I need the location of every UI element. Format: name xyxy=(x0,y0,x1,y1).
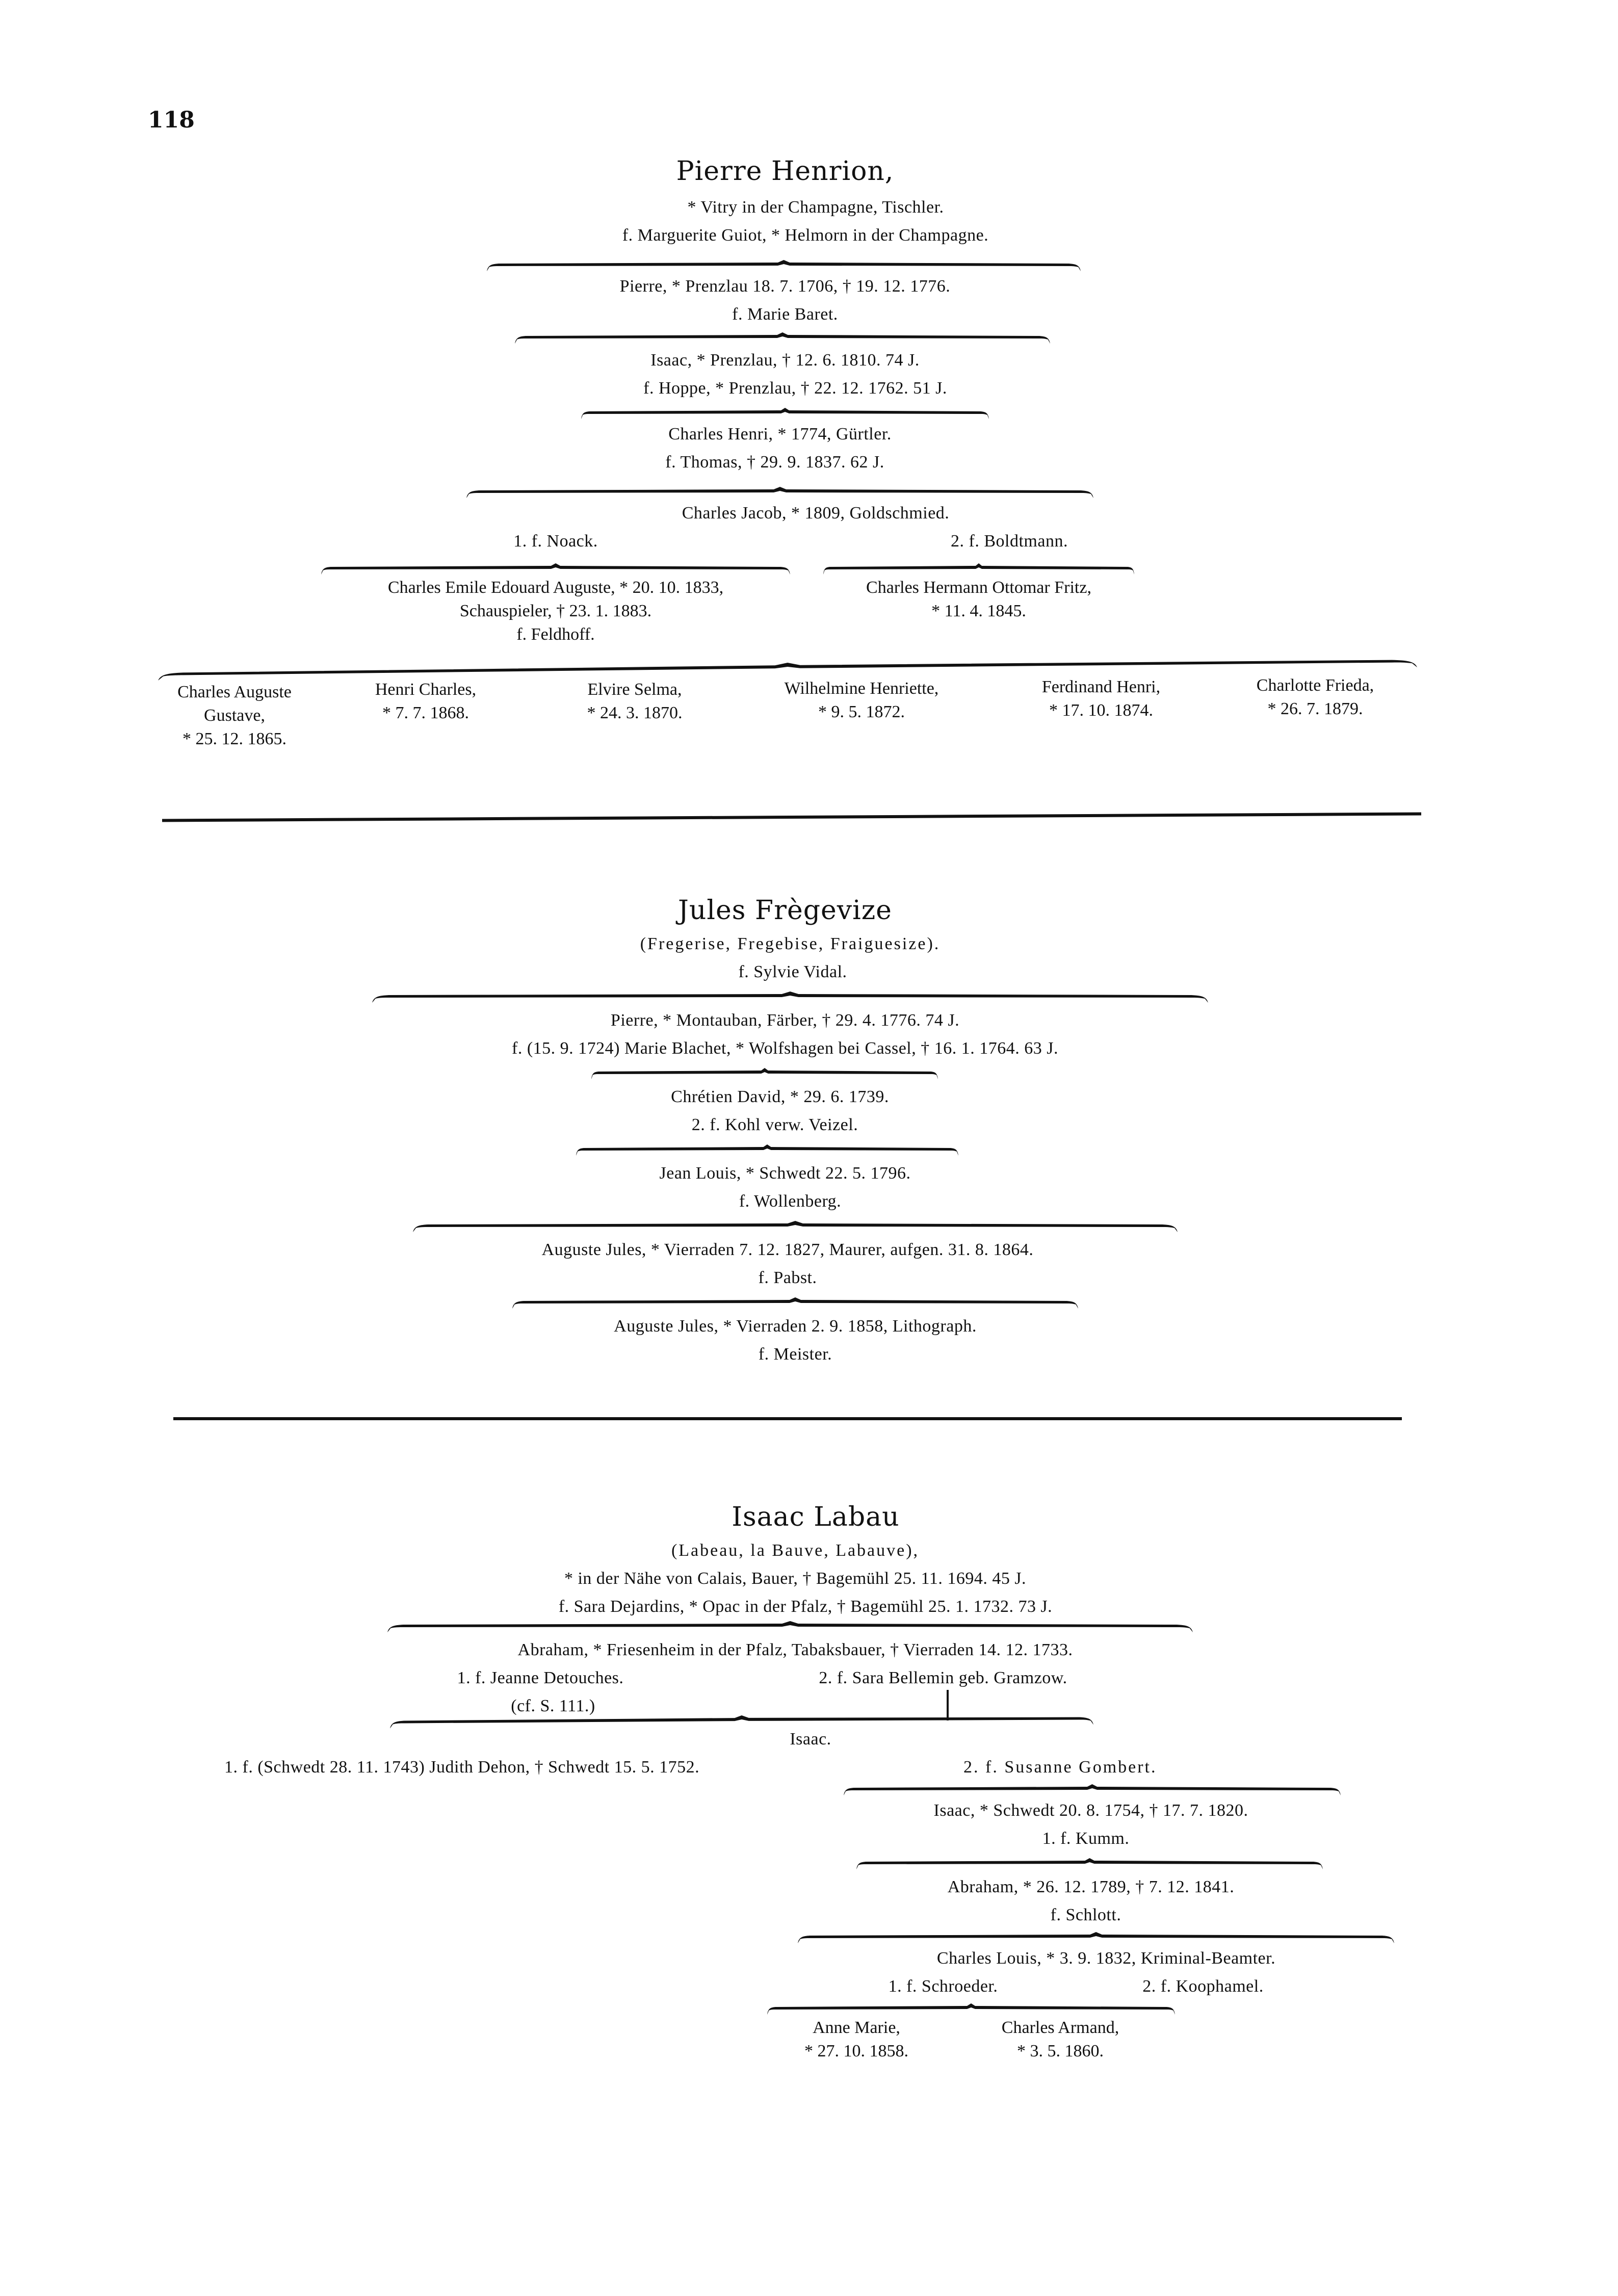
wife-1: 1. f. Noack. xyxy=(513,532,598,551)
brace xyxy=(576,1144,958,1156)
wife-1: 1. f. (Schwedt 28. 11. 1743) Judith Dehon, † Schwedt 15. 5. 1752. xyxy=(224,1758,700,1777)
brace xyxy=(591,1068,938,1079)
wife-2: 2. f. Susanne Gombert. xyxy=(963,1758,1157,1777)
generation-line: f. Schlott. xyxy=(1050,1906,1121,1924)
family-wife: f. Marguerite Guiot, * Helmorn in der Champagne. xyxy=(622,226,989,245)
generation-line: Abraham, * 26. 12. 1789, † 7. 12. 1841. xyxy=(947,1877,1235,1896)
brace xyxy=(372,992,1208,1003)
generation-line: f. Pabst. xyxy=(758,1268,817,1287)
child-entry: Charlotte Frieda, * 26. 7. 1879. xyxy=(1256,676,1374,718)
family-title: Jules Frègevize xyxy=(678,895,892,926)
generation-line: Charles Louis, * 3. 9. 1832, Kriminal-Beamter. xyxy=(936,1949,1276,1968)
brace xyxy=(798,1932,1394,1943)
family-title: Isaac Labau xyxy=(732,1502,900,1532)
wife-2: 2. f. Koophamel. xyxy=(1142,1977,1264,1996)
family-variants: (Labeau, la Bauve, Labauve), xyxy=(671,1541,920,1560)
generation-line: 2. f. Kohl verw. Veizel. xyxy=(691,1115,858,1134)
generation-line: f. Marie Baret. xyxy=(732,305,838,324)
page-number: 118 xyxy=(148,107,195,133)
brace xyxy=(390,1713,1093,1728)
generation-line: Pierre, * Prenzlau 18. 7. 1706, † 19. 12. 1776. xyxy=(619,277,951,296)
wife-1: 1. f. Jeanne Detouches. xyxy=(457,1668,624,1687)
family-title: Pierre Henrion, xyxy=(676,156,894,187)
child-entry: Charles Auguste Gustave, * 25. 12. 1865. xyxy=(177,683,292,748)
generation-line: Isaac, * Schwedt 20. 8. 1754, † 17. 7. 1820. xyxy=(933,1801,1248,1820)
brace xyxy=(487,260,1081,271)
generation-line: Auguste Jules, * Vierraden 2. 9. 1858, Lithograph. xyxy=(614,1317,977,1336)
cross-reference: (cf. S. 111.) xyxy=(511,1697,595,1715)
section-divider xyxy=(173,1417,1402,1420)
child-entry: Ferdinand Henri, * 17. 10. 1874. xyxy=(1041,677,1161,720)
family-variants: (Fregerise, Fregebise, Fraiguesize). xyxy=(640,934,941,953)
brace xyxy=(581,408,989,419)
family-wife: f. Sylvie Vidal. xyxy=(738,962,847,981)
generation-line: Jean Louis, * Schwedt 22. 5. 1796. xyxy=(659,1164,911,1183)
family-info: * in der Nähe von Calais, Bauer, † Bagemühl 25. 11. 1694. 45 J. xyxy=(564,1569,1027,1588)
wife-1: 1. f. Schroeder. xyxy=(888,1977,998,1996)
child-entry: Elvire Selma, * 24. 3. 1870. xyxy=(587,680,683,722)
generation-line: f. Meister. xyxy=(758,1345,832,1364)
generation-line: f. Wollenberg. xyxy=(739,1192,842,1211)
child-entry: Henri Charles, * 7. 7. 1868. xyxy=(375,680,477,722)
brace xyxy=(823,563,1134,575)
generation-line: f. Thomas, † 29. 9. 1837. 62 J. xyxy=(665,453,884,472)
generation-line: Charles Henri, * 1774, Gürtler. xyxy=(668,425,892,443)
generation-line: Abraham, * Friesenheim in der Pfalz, Tabaksbauer, † Vierraden 14. 12. 1733. xyxy=(517,1640,1073,1659)
generation-line: Isaac. xyxy=(790,1730,831,1749)
wife-2: 2. f. Boldtmann. xyxy=(951,532,1068,551)
brace xyxy=(515,332,1050,344)
branch-entry: Charles Emile Edouard Auguste, * 20. 10. 1833, Schauspieler, † 23. 1. 1883. f. Feldhoff. xyxy=(387,578,724,644)
section-divider xyxy=(162,813,1421,822)
brace xyxy=(767,2003,1175,2015)
generation-line: Chrétien David, * 29. 6. 1739. xyxy=(671,1087,889,1106)
wife-2: 2. f. Sara Bellemin geb. Gramzow. xyxy=(819,1668,1067,1687)
generation-line: f. Hoppe, * Prenzlau, † 22. 12. 1762. 51 J. xyxy=(643,379,947,398)
brace xyxy=(856,1858,1323,1869)
generation-line: Auguste Jules, * Vierraden 7. 12. 1827, Maurer, aufgen. 31. 8. 1864. xyxy=(541,1240,1034,1259)
generation-line: f. (15. 9. 1724) Marie Blachet, * Wolfshagen bei Cassel, † 16. 1. 1764. 63 J. xyxy=(512,1039,1058,1058)
brace xyxy=(466,487,1093,498)
generation-line: 1. f. Kumm. xyxy=(1042,1829,1130,1848)
family-wife: f. Sara Dejardins, * Opac in der Pfalz, † Bagemühl 25. 1. 1732. 73 J. xyxy=(558,1597,1053,1616)
branch-entry: Charles Hermann Ottomar Fritz, * 11. 4. 1845. xyxy=(866,578,1091,620)
generation-line: Charles Jacob, * 1809, Goldschmied. xyxy=(682,504,950,523)
child-entry: Charles Armand, * 3. 5. 1860. xyxy=(1001,2018,1119,2060)
brace xyxy=(844,1784,1341,1795)
generation-line: Isaac, * Prenzlau, † 12. 6. 1810. 74 J. xyxy=(650,351,920,370)
brace xyxy=(413,1221,1178,1232)
child-entry: Anne Marie, * 27. 10. 1858. xyxy=(804,2018,908,2060)
brace xyxy=(321,563,790,575)
generation-line: Pierre, * Montauban, Färber, † 29. 4. 1776. 74 J. xyxy=(610,1011,960,1030)
brace xyxy=(512,1297,1078,1309)
child-entry: Wilhelmine Henriette, * 9. 5. 1872. xyxy=(784,679,939,721)
brace xyxy=(387,1621,1193,1632)
family-info: * Vitry in der Champagne, Tischler. xyxy=(687,198,944,217)
